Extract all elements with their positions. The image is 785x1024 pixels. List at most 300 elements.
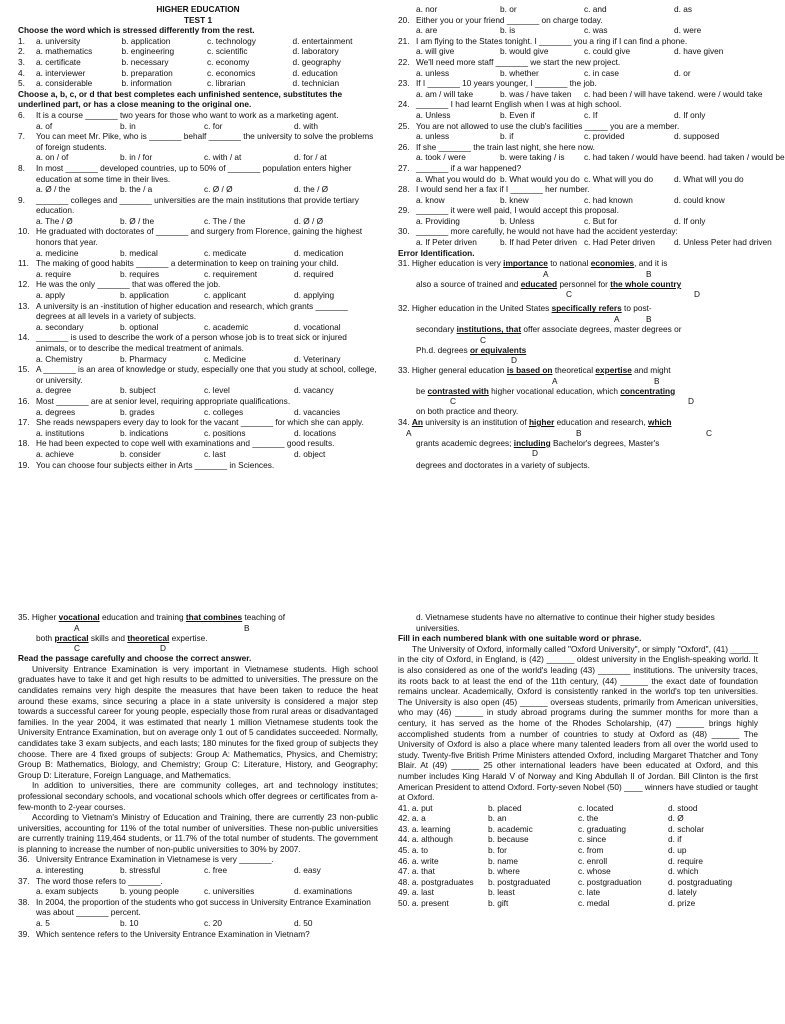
question <box>18 226 378 247</box>
answer-option[interactable]: c. If <box>584 109 598 120</box>
question-number: 6. <box>18 109 25 120</box>
question-number: 16. <box>18 395 30 406</box>
answer-option[interactable]: b. 10 <box>120 918 139 929</box>
question <box>398 57 758 68</box>
answer-option[interactable]: b. requires <box>120 268 160 279</box>
answer-option[interactable]: b. knew <box>500 194 529 205</box>
answer-option[interactable]: b. an <box>488 813 507 824</box>
answer-option[interactable]: a. The / Ø <box>36 215 73 226</box>
answer-option[interactable]: b. application <box>120 290 169 301</box>
question-number: 24. <box>398 99 410 110</box>
error-question-33: 33. Higher general education is based on theoretical expertise and might A B be contrasted with higher vocational education, which concentrating C D on both practice and theory. <box>398 365 694 417</box>
answer-option[interactable]: b. academic <box>488 823 533 834</box>
question-number: 22. <box>398 56 410 67</box>
section-stress-instructions: Choose the word which is stressed differently from the rest. <box>18 25 255 36</box>
error-question-35: 35. Higher vocational education and training that combines teaching of A B both practical skills and theoretical expertise. C D <box>18 612 286 654</box>
answer-option[interactable]: d. laboratory <box>292 46 339 57</box>
question-number: 9. <box>18 194 25 205</box>
answer-options <box>398 131 758 142</box>
fill-option-row <box>398 845 758 856</box>
answer-option[interactable]: 43. a. learning <box>398 823 451 834</box>
answer-option[interactable]: d. prize <box>668 898 696 909</box>
answer-option[interactable]: b. grades <box>120 406 155 417</box>
oxford-passage: The University of Oxford, informally called "Oxford University", or simply "Oxford", (41) ______ in the city of Oxford, in England, is (42) ______ oldest university in the English-speaking world. It is also considered as one of the world's leading (43) _______ institutions. The university traces, its roots back to at least the end of the 11th century, (44) ______ the exact date of foundation remains unclear. Academically, Oxford is consistently ranked in the world's top ten universities. The University is also open (45) ______ overseas students, primarily from American universities, who may (46) ______ in study abroad programs during the summer months for more than a century, it has served as the home of the Rhodes Scholarship, (47) ______ brings highly accomplished students from a number of countries to study at Oxford as (48) ______ The University of Oxford is also a place where many talented leaders from all over the world used to study. Twenty-five British Prime Ministers attended Oxford, including Margaret Thatcher and Tony Blair. At (49) ______ 25 other international leaders have been educated at Oxford, and this number includes King Harald V of Norway and King Abdullah II of Jordan. Bill Clinton is the first American President to attend Oxford. Forty-seven Nobel (50) ____ winners have studied or taught at Oxford. <box>398 643 758 803</box>
answer-option[interactable]: b. Pharmacy <box>120 353 167 364</box>
question-number: 11. <box>18 258 29 269</box>
answer-option[interactable]: a. nor <box>416 4 438 14</box>
answer-options <box>18 121 378 132</box>
answer-option[interactable]: c. medal <box>578 898 610 909</box>
answer-option[interactable]: b. medical <box>120 247 158 258</box>
answer-option[interactable]: b. postgraduated <box>488 876 551 887</box>
answer-option[interactable]: b. preparation <box>121 67 173 78</box>
answer-option[interactable]: c. level <box>204 385 230 396</box>
question <box>398 15 758 26</box>
question <box>18 417 378 428</box>
answer-option[interactable]: d. have given <box>674 46 724 57</box>
question-number: 30. <box>398 226 410 237</box>
answer-option[interactable]: a. achieve <box>36 448 74 459</box>
answer-option[interactable]: d. as <box>674 4 692 14</box>
question-number: 38. <box>18 896 30 907</box>
answer-options <box>398 152 785 163</box>
answer-option[interactable]: d. If only <box>674 109 706 120</box>
answer-option[interactable]: c. enroll <box>578 855 608 866</box>
answer-option[interactable]: c. The / the <box>204 215 246 226</box>
answer-option[interactable]: c. whose <box>578 866 611 877</box>
answer-option[interactable]: a. medicine <box>36 247 79 258</box>
answer-option[interactable]: 46. a. write <box>398 855 439 866</box>
question <box>398 226 758 237</box>
answer-option[interactable]: b. Ø / the <box>120 215 155 226</box>
question-number: 15. <box>18 364 30 375</box>
question-number: 2. <box>18 46 25 57</box>
answer-option[interactable]: b. in / for <box>120 152 153 163</box>
answer-option[interactable]: b. was / have taken <box>500 88 572 99</box>
question-text: Which sentence refers to the University Entrance Examination in Vietnam? <box>36 928 310 939</box>
answer-option[interactable]: 44. a. although <box>398 834 453 845</box>
answer-option[interactable]: 49. a. last <box>398 887 434 898</box>
question-number: 20. <box>398 14 410 25</box>
answer-option[interactable]: c. was <box>584 25 608 36</box>
section-reading-instructions: Read the passage carefully and choose the correct answer. <box>18 653 252 664</box>
question-text: A _______ is an area of knowledge or study, especially one that you study at school, college, or university. <box>36 364 377 385</box>
answer-option[interactable]: a. Unless <box>416 109 451 120</box>
answer-option[interactable]: d. lately <box>668 887 697 898</box>
stress-question <box>18 36 378 47</box>
answer-option[interactable]: c. medicate <box>204 247 247 258</box>
answer-option[interactable]: c. librarian <box>207 78 246 89</box>
question-text: He graduated with doctorates of _______ and surgery from Florence, gaining the highest honors that year. <box>36 226 363 248</box>
question <box>18 258 378 269</box>
question-text: _______ is used to describe the work of a person whose job is to treat sick or injured animals, or to describe the medical treatment of animals. <box>36 332 347 353</box>
question-number: 36. <box>18 854 30 865</box>
answer-option[interactable]: b. If had Peter driven <box>500 237 578 248</box>
answer-options <box>398 216 758 227</box>
answer-option[interactable]: b. optional <box>120 321 159 332</box>
question <box>18 396 378 407</box>
fill-option-row <box>398 834 758 845</box>
answer-options <box>18 248 378 259</box>
answer-option[interactable]: d. with <box>294 120 318 131</box>
answer-option[interactable]: b. whether <box>500 67 539 78</box>
question-text: _______ I had learnt English when I was at high school. <box>416 99 622 110</box>
answer-option[interactable]: b. name <box>488 855 518 866</box>
answer-options <box>398 195 758 206</box>
answer-option[interactable]: a. degrees <box>36 406 76 417</box>
answer-option[interactable]: d. vacancy <box>294 385 334 396</box>
question-text: _______ if a war happened? <box>416 162 522 173</box>
passage-paragraph: University Entrance Examination is very important in Vietnamese students. High school graduates have to take it and get high results to be admitted to universities. The pressure on the candidates remains very high despite the measures that have been taken to reduce the heat around these exams, since securing a place in a state university is considered a major step towards a successful career for young people, especially those from rural areas or disadvantaged families. In the year 2004, it was estimated that nearly 1 million Vietnamese students took the University Entrance Examination, but on average only 1 out of 5 candidates succeeded. Normally, candidates take 3 exam subjects, and each lasts; 180 minutes for the fixed group of subjects they choose. There are 4 fixed groups of subjects: Group A: Mathematics, Physics, and Chemistry; Group B: Mathematics, Biology, and Chemistry; Group C: Literature, History, and Geography; Group D: Literature, Foreign Language, and Mathematics. <box>18 663 378 780</box>
fill-option-row <box>398 887 758 898</box>
question-text: We'll need more staff _______ we start the new project. <box>416 56 621 67</box>
answer-options <box>18 865 378 876</box>
answer-option[interactable]: d. had taken / would be <box>698 152 785 163</box>
answer-option[interactable]: d. What will you do <box>674 173 744 184</box>
answer-option[interactable]: d. medication <box>294 247 344 258</box>
answer-option[interactable]: d. easy <box>294 865 321 876</box>
section-fill-instructions: Fill in each numbered blank with one suitable word or phrase. <box>398 633 642 644</box>
answer-option[interactable]: 47. a. that <box>398 866 435 877</box>
answer-option[interactable]: d. 50 <box>294 918 313 929</box>
answer-option[interactable]: b. gift <box>488 898 509 909</box>
error-question-31: 31. Higher education is very importance to national economies, and it is A B also a source of trained and educated personnel for the whole country C D <box>398 258 700 300</box>
answer-option[interactable]: d. Ø <box>668 813 684 824</box>
answer-option[interactable]: d. Unless Peter had driven <box>674 237 772 248</box>
question-number: 26. <box>398 141 410 152</box>
answer-option[interactable]: d. for / at <box>294 152 327 163</box>
answer-option[interactable]: c. What will you do <box>584 173 654 184</box>
question <box>18 110 378 121</box>
answer-option[interactable]: a. degree <box>36 385 72 396</box>
question-number: 5. <box>18 78 25 89</box>
answer-option[interactable]: b. would give <box>500 46 549 57</box>
answer-option[interactable]: a. Providing <box>416 215 460 226</box>
answer-option[interactable]: a. unless <box>416 131 450 142</box>
answer-option[interactable]: b. Unless <box>500 215 535 226</box>
answer-options <box>398 4 758 15</box>
answer-option[interactable]: c. economy <box>207 56 250 67</box>
answer-option[interactable]: d. required <box>294 268 334 279</box>
answer-option[interactable]: c. scientific <box>207 46 248 57</box>
answer-option[interactable]: d. could know <box>674 194 725 205</box>
answer-option[interactable]: a. 5 <box>36 918 50 929</box>
answer-option[interactable]: d. applying <box>294 290 335 301</box>
answer-option[interactable]: d. scholar <box>668 823 704 834</box>
answer-option[interactable]: b. stressful <box>120 865 161 876</box>
answer-option[interactable]: c. Had Peter driven <box>584 237 656 248</box>
error-question-34: 34. An university is an institution of higher education and research, which A B C grants academic degrees; including Bachelor's degrees, Master's D degrees and doctorates in a variety of subjects. <box>398 417 712 471</box>
answer-option[interactable]: d. vocational <box>294 321 341 332</box>
answer-options <box>398 46 758 57</box>
answer-option[interactable]: b. were taking / is <box>500 152 565 163</box>
answer-option[interactable]: 45. a. to <box>398 845 428 856</box>
question <box>18 301 378 322</box>
answer-option[interactable]: b. least <box>488 887 515 898</box>
question <box>18 929 378 940</box>
answer-option[interactable]: d. examinations <box>294 886 353 897</box>
answer-options <box>18 428 378 439</box>
fill-option-row <box>398 877 758 888</box>
question-number: 39. <box>18 928 30 939</box>
answer-option[interactable]: c. universities <box>204 886 255 897</box>
answer-option[interactable]: b. the / a <box>120 184 153 195</box>
answer-option[interactable]: c. with / at <box>204 152 242 163</box>
question-number: 25. <box>398 120 410 131</box>
answer-options <box>18 449 378 460</box>
question-text: You can meet Mr. Pike, who is _______ behalf _______ the university to solve the problems of foreign students. <box>36 131 374 152</box>
question-number: 29. <box>398 205 410 216</box>
answer-option[interactable]: b. placed <box>488 802 522 813</box>
answer-option[interactable]: c. had known <box>584 194 633 205</box>
answer-option[interactable]: d. object <box>294 448 326 459</box>
answer-option[interactable]: c. and <box>584 4 607 14</box>
answer-options <box>398 68 758 79</box>
question <box>18 364 378 385</box>
answer-option[interactable]: d. which <box>668 866 699 877</box>
answer-option[interactable]: c. free <box>204 865 228 876</box>
question-text: _______ it were well paid, I would accept this proposal. <box>416 205 619 216</box>
answer-option[interactable]: a. Chemistry <box>36 353 83 364</box>
answer-option[interactable]: c. had taken / would have been <box>584 152 699 163</box>
answer-option[interactable]: d. stood <box>668 802 698 813</box>
stress-question <box>18 57 378 68</box>
answer-options <box>18 290 378 301</box>
answer-option[interactable]: c. 20 <box>204 918 222 929</box>
answer-option[interactable]: b. where <box>488 866 520 877</box>
answer-option[interactable]: c. Medicine <box>204 353 246 364</box>
question <box>398 163 758 174</box>
answer-options <box>18 269 378 280</box>
question-text: It is a course _______ two years for those who want to work as a marketing agent. <box>36 109 339 120</box>
answer-option[interactable]: b. engineering <box>121 46 175 57</box>
answer-option[interactable]: b. young people <box>120 886 180 897</box>
answer-options <box>18 354 378 365</box>
question <box>18 163 378 184</box>
answer-option[interactable]: a. interesting <box>36 865 84 876</box>
stress-question <box>18 78 378 89</box>
answer-options <box>18 385 378 396</box>
answer-option[interactable]: c. applicant <box>204 290 246 301</box>
fill-options <box>398 803 758 909</box>
question <box>398 99 758 110</box>
answer-option[interactable]: c. economics <box>207 67 256 78</box>
answer-option[interactable]: a. are <box>416 25 438 36</box>
question-text: University Entrance Examination in Vietnamese is very _______. <box>36 854 274 865</box>
question-number: 1. <box>18 35 25 46</box>
answer-option[interactable]: a. exam subjects <box>36 886 99 897</box>
question-text: In 2004, the proportion of the students who got success in University Entrance Examination was about _______ percent. <box>36 896 371 918</box>
answer-option[interactable]: c. from <box>578 845 604 856</box>
question <box>18 460 378 471</box>
answer-option[interactable]: d. postgraduating <box>668 876 733 887</box>
section-error-instructions: Error Identification. <box>398 247 475 258</box>
answer-option[interactable]: d. entertainment <box>292 35 353 46</box>
answer-option[interactable]: b. application <box>121 35 171 46</box>
question-text: A university is an -institution of higher education and research, which grants _______ degrees at all levels in a variety of subjects. <box>36 300 348 322</box>
answer-options <box>398 110 758 121</box>
question-number: 13. <box>18 300 30 311</box>
stress-question <box>18 68 378 79</box>
answer-option[interactable]: c. academic <box>204 321 249 332</box>
question-text: If she _______ the train last night, she here now. <box>416 141 595 152</box>
answer-option[interactable]: d. geography <box>292 56 341 67</box>
answer-option[interactable]: c. could give <box>584 46 631 57</box>
answer-option[interactable]: c. in case <box>584 67 620 78</box>
answer-option[interactable]: a. will give <box>416 46 455 57</box>
fill-option-row <box>398 866 758 877</box>
answer-option[interactable]: b. subject <box>120 385 156 396</box>
question-text: I am flying to the States tonight. I _______ you a ring if I can find a phone. <box>416 35 688 46</box>
answer-option[interactable]: c. requirement <box>204 268 258 279</box>
answer-option[interactable]: a. What you would do <box>416 173 496 184</box>
answer-option[interactable]: b. indications <box>120 427 169 438</box>
answer-option[interactable]: c. late <box>578 887 601 898</box>
answer-option[interactable]: a. certificate <box>36 56 81 67</box>
question-text: You can choose four subjects either in Arts _______ in Sciences. <box>36 459 275 470</box>
answer-option[interactable]: a. mathematics <box>36 46 93 57</box>
question-number: 3. <box>18 56 25 67</box>
answer-option[interactable]: b. if <box>500 131 514 142</box>
answer-option[interactable]: b. Even if <box>500 109 535 120</box>
question <box>18 279 378 290</box>
answer-options <box>18 184 378 195</box>
page-subtitle: TEST 1 <box>183 14 213 25</box>
question-text: _______ more carefully, he would not have had the accident yesterday: <box>416 226 678 237</box>
reading-questions <box>18 854 378 939</box>
fill-option-row <box>398 803 758 814</box>
answer-option[interactable]: 48. a. postgraduates <box>398 876 474 887</box>
answer-option[interactable]: d. or <box>674 67 691 78</box>
answer-option[interactable]: c. positions <box>204 427 246 438</box>
answer-option[interactable]: d. Ø / Ø <box>294 215 324 226</box>
answer-options <box>18 322 378 333</box>
question-number: 18. <box>18 438 30 449</box>
answer-option[interactable]: b. What would you do <box>500 173 580 184</box>
answer-option[interactable]: 50. a. present <box>398 898 449 909</box>
question-number: 8. <box>18 162 25 173</box>
question-text: In most _______ developed countries, up to 50% of _______ population enters higher education at some time in their lives. <box>36 162 352 184</box>
answer-option[interactable]: c. colleges <box>204 406 244 417</box>
answer-option[interactable]: d. technician <box>292 78 340 89</box>
answer-option[interactable]: a. on / of <box>36 152 69 163</box>
answer-option[interactable]: c. technology <box>207 35 256 46</box>
question-text: You are not allowed to use the club's facilities _____ you are a member. <box>416 120 680 131</box>
question-number: 21. <box>398 35 410 46</box>
column-top-right <box>398 4 785 471</box>
answer-option[interactable]: d. Veterinary <box>294 353 341 364</box>
question-number: 7. <box>18 131 25 142</box>
answer-options <box>398 237 772 248</box>
answer-option[interactable]: c. provided <box>584 131 625 142</box>
answer-option[interactable]: a. of <box>36 120 53 131</box>
answer-option[interactable]: d. were / would take <box>688 88 763 99</box>
question <box>18 897 378 918</box>
answer-option[interactable]: c. located <box>578 802 614 813</box>
answer-option[interactable]: d. require <box>668 855 704 866</box>
question-number: 19. <box>18 459 30 470</box>
answer-option[interactable]: a. require <box>36 268 72 279</box>
answer-option[interactable]: a. know <box>416 194 445 205</box>
stress-question <box>18 46 378 57</box>
answer-option[interactable]: d. if <box>668 834 682 845</box>
answer-option[interactable]: a. interviewer <box>36 67 86 78</box>
answer-option[interactable]: b. is <box>500 25 516 36</box>
question-text: I would send her a fax if I _______ her number. <box>416 184 590 195</box>
question-number: 27. <box>398 162 410 173</box>
answer-option[interactable]: d. vacancies <box>294 406 341 417</box>
question-number: 23. <box>398 78 410 89</box>
fill-option-row <box>398 898 758 909</box>
answer-options <box>18 918 378 929</box>
answer-option[interactable]: a. institutions <box>36 427 85 438</box>
answer-option[interactable]: b. for <box>488 845 507 856</box>
answer-option[interactable]: a. unless <box>416 67 450 78</box>
question-number: 17. <box>18 417 30 428</box>
error-question-32: 32. Higher education in the United States specifically refers to post- A B secondary institutions, that offer associate degrees, master degrees or C Ph.d. degrees or equivalents D <box>398 303 682 366</box>
answer-option[interactable]: d. were <box>674 25 702 36</box>
question <box>398 78 758 89</box>
answer-option[interactable]: b. necessary <box>121 56 169 67</box>
answer-option[interactable]: c. last <box>204 448 226 459</box>
question <box>398 121 758 132</box>
answer-option[interactable]: c. since <box>578 834 607 845</box>
answer-option[interactable]: b. because <box>488 834 529 845</box>
answer-option[interactable]: c. graduating <box>578 823 626 834</box>
answer-options <box>18 152 378 163</box>
answer-option[interactable]: d. the / Ø <box>294 184 329 195</box>
answer-option[interactable]: a. university <box>36 35 81 46</box>
mc-questions-continued <box>398 4 785 248</box>
answer-option[interactable]: b. or <box>500 4 517 14</box>
question-text: He was the only _______ that was offered the job. <box>36 279 221 290</box>
answer-option[interactable]: a. Ø / the <box>36 184 71 195</box>
answer-option[interactable]: a. took / were <box>416 152 466 163</box>
answer-option[interactable]: d. up <box>668 845 687 856</box>
answer-option[interactable]: b. consider <box>120 448 161 459</box>
answer-option[interactable]: d. supposed <box>674 131 720 142</box>
answer-option[interactable]: c. Ø / Ø <box>204 184 233 195</box>
answer-option[interactable]: d. education <box>292 67 338 78</box>
answer-option[interactable]: a. am / will take <box>416 88 474 99</box>
question-text: If I _______ 10 years younger, I _______ the job. <box>416 78 597 89</box>
answer-option[interactable]: a. If Peter driven <box>416 237 477 248</box>
question-number: 10. <box>18 226 30 237</box>
fill-option-row <box>398 813 758 824</box>
answer-option[interactable]: a. apply <box>36 290 66 301</box>
answer-option[interactable]: b. in <box>120 120 136 131</box>
answer-option[interactable]: c. for <box>204 120 223 131</box>
question <box>18 438 378 449</box>
answer-option[interactable]: c. had been / will have taken <box>584 88 689 99</box>
answer-option[interactable]: c. But for <box>584 215 618 226</box>
question <box>398 184 758 195</box>
question <box>398 205 758 216</box>
answer-option[interactable]: c. the <box>578 813 599 824</box>
question <box>18 876 378 887</box>
question <box>398 142 758 153</box>
answer-option[interactable]: d. locations <box>294 427 336 438</box>
answer-option[interactable]: 42. a. a <box>398 813 426 824</box>
question <box>18 131 378 152</box>
answer-option[interactable]: d. If only <box>674 215 706 226</box>
answer-option[interactable]: c. postgraduation <box>578 876 642 887</box>
answer-option[interactable]: a. considerable <box>36 78 93 89</box>
answer-option[interactable]: a. secondary <box>36 321 84 332</box>
answer-option[interactable]: b. information <box>121 78 172 89</box>
answer-option[interactable]: 41. a. put <box>398 802 433 813</box>
fill-option-row <box>398 856 758 867</box>
